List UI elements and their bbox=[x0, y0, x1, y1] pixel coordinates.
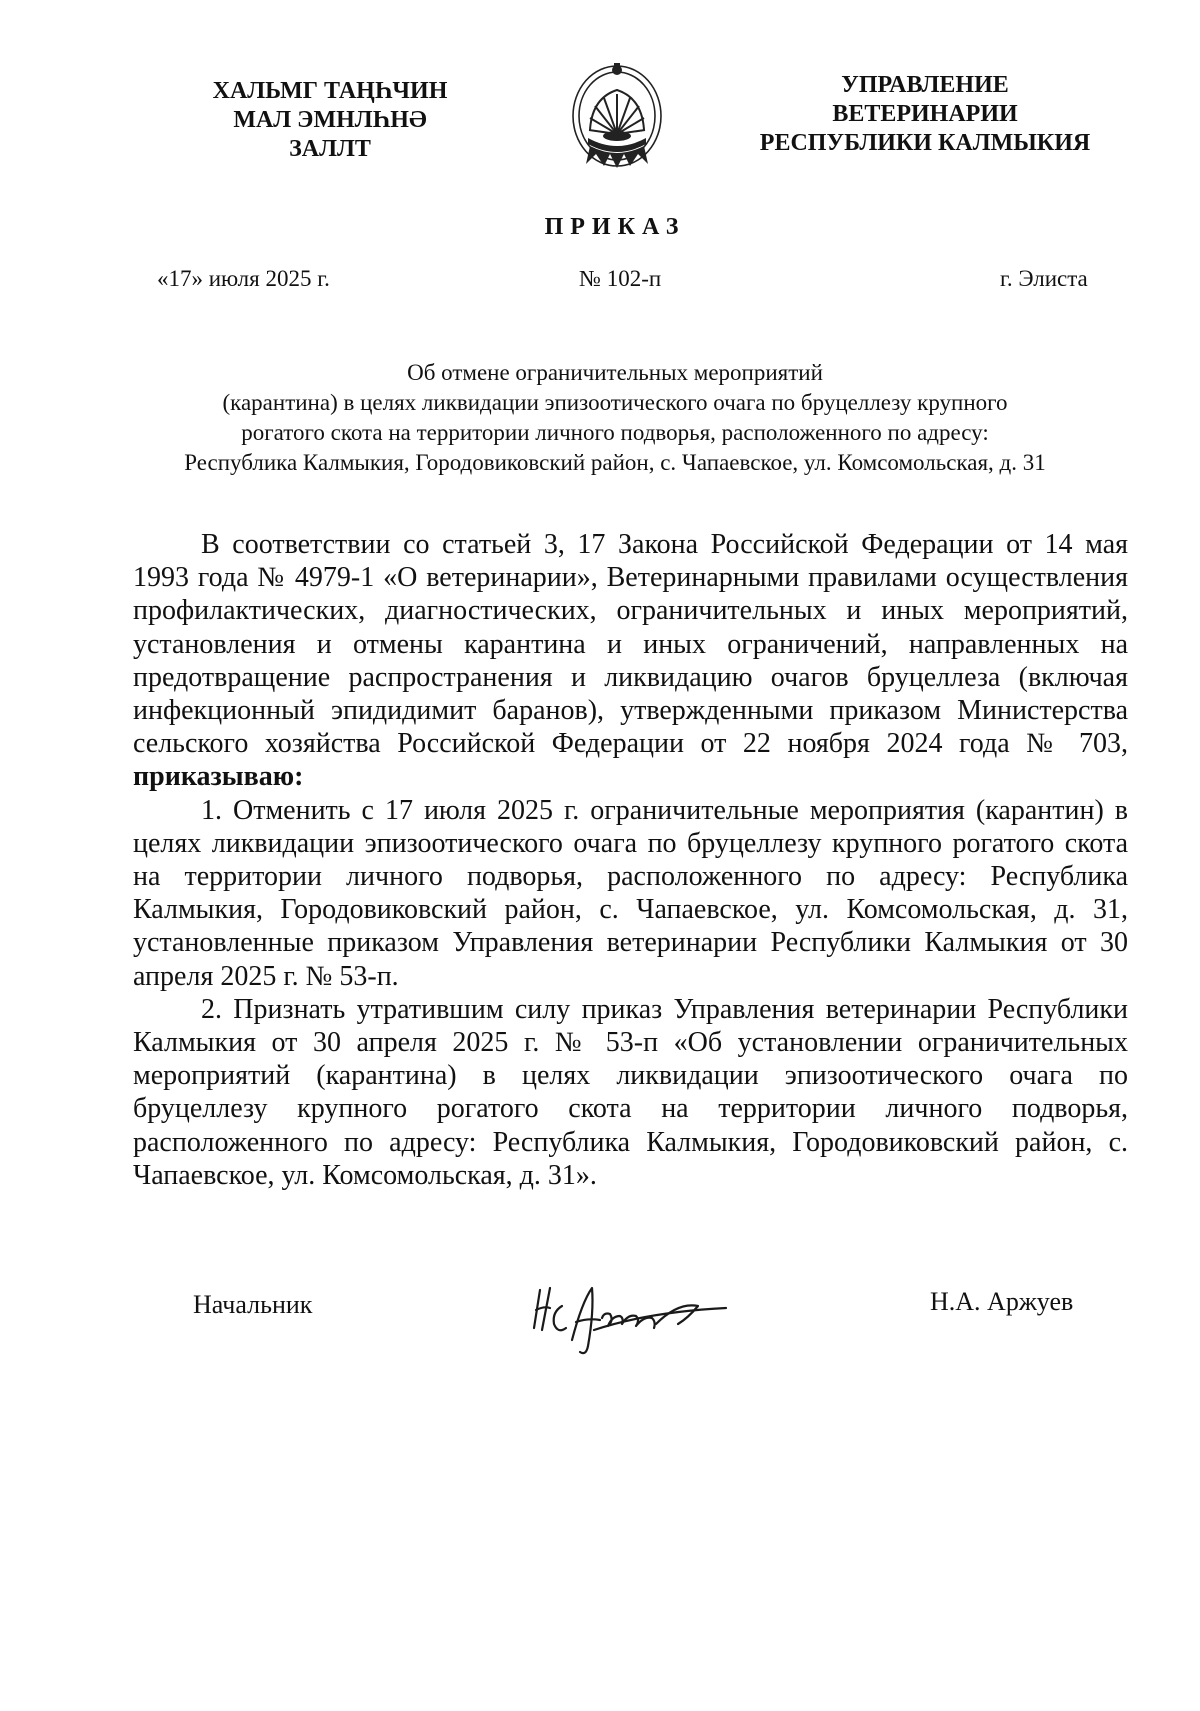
preamble-text: В соответствии со статьей 3, 17 Закона Российской Федерации от 14 мая 1993 года № 4979-1 «О ветеринарии», Ветеринарными правилами осуществления профилактических, диагностических, ограничительных и иных мероприятий, установления и отмены карантина и иных ограничений, направленных на предотвращение распространения и ликвидацию очагов бруцеллеза (включая инфекционный эпидидимит баранов), утвержденными приказом Министерства сельского хозяйства Российской Федерации от 22 ноября 2024 года № 703, bbox=[133, 529, 1128, 760]
document-title: ПРИКАЗ bbox=[544, 214, 686, 240]
order-item-1: 1. Отменить с 17 июля 2025 г. ограничительные мероприятия (карантин) в целях ликвидации эпизоотического очага по бруцеллезу крупного рогатого скота на территории личного подворья, расположенного по адресу: Республика Калмыкия, Городовиковский район, с. Чапаевское, ул. Комсомольская, д. 31, установленные приказом Управления ветеринарии Республики Калмыкия от 30 апреля 2025 г. № 53-п. bbox=[133, 794, 1128, 992]
header-right-line: РЕСПУБЛИКИ КАЛМЫКИЯ bbox=[759, 130, 1091, 156]
header-ru-org bbox=[735, 71, 1115, 158]
header-kalmyk-org bbox=[185, 77, 475, 164]
kalmykia-emblem-icon bbox=[566, 58, 668, 174]
header-left-line: МАЛ ЭМНЛҺНӘ bbox=[233, 107, 427, 133]
document-subject bbox=[140, 358, 1090, 478]
document-city: г. Элиста bbox=[1000, 266, 1088, 291]
header-right-line: УПРАВЛЕНИЕ bbox=[841, 72, 1009, 98]
preamble-paragraph bbox=[133, 528, 1128, 794]
document-body bbox=[133, 528, 1128, 1192]
signatory-name: Н.А. Аржуев bbox=[930, 1287, 1074, 1316]
subject-line: Республика Калмыкия, Городовиковский район, с. Чапаевское, ул. Комсомольская, д. 31 bbox=[184, 450, 1046, 475]
document-number: № 102-п bbox=[579, 266, 662, 291]
document-date: «17» июля 2025 г. bbox=[157, 266, 330, 291]
order-item-2: 2. Признать утратившим силу приказ Управления ветеринарии Республики Калмыкия от 30 апреля 2025 г. № 53-п «Об установлении ограничительных мероприятий (карантина) в целях ликвидации эпизоотического очага по бруцеллезу крупного рогатого скота на территории личного подворья, расположенного по адресу: Республика Калмыкия, Городовиковский район, с. Чапаевское, ул. Комсомольская, д. 31». bbox=[133, 993, 1128, 1191]
subject-line: (карантина) в целях ликвидации эпизоотического очага по бруцеллезу крупного bbox=[222, 390, 1008, 415]
header-left-line: ХАЛЬМГ ТАҢҺЧИН bbox=[212, 78, 448, 104]
subject-line: рогатого скота на территории личного подворья, расположенного по адресу: bbox=[241, 420, 989, 445]
header-right-line: ВЕТЕРИНАРИИ bbox=[832, 101, 1018, 127]
subject-line: Об отмене ограничительных мероприятий bbox=[407, 360, 823, 385]
handwritten-signature-icon bbox=[528, 1272, 733, 1364]
signatory-role: Начальник bbox=[193, 1290, 313, 1319]
order-word: приказываю: bbox=[133, 761, 304, 793]
header-left-line: ЗАЛЛТ bbox=[289, 136, 371, 162]
